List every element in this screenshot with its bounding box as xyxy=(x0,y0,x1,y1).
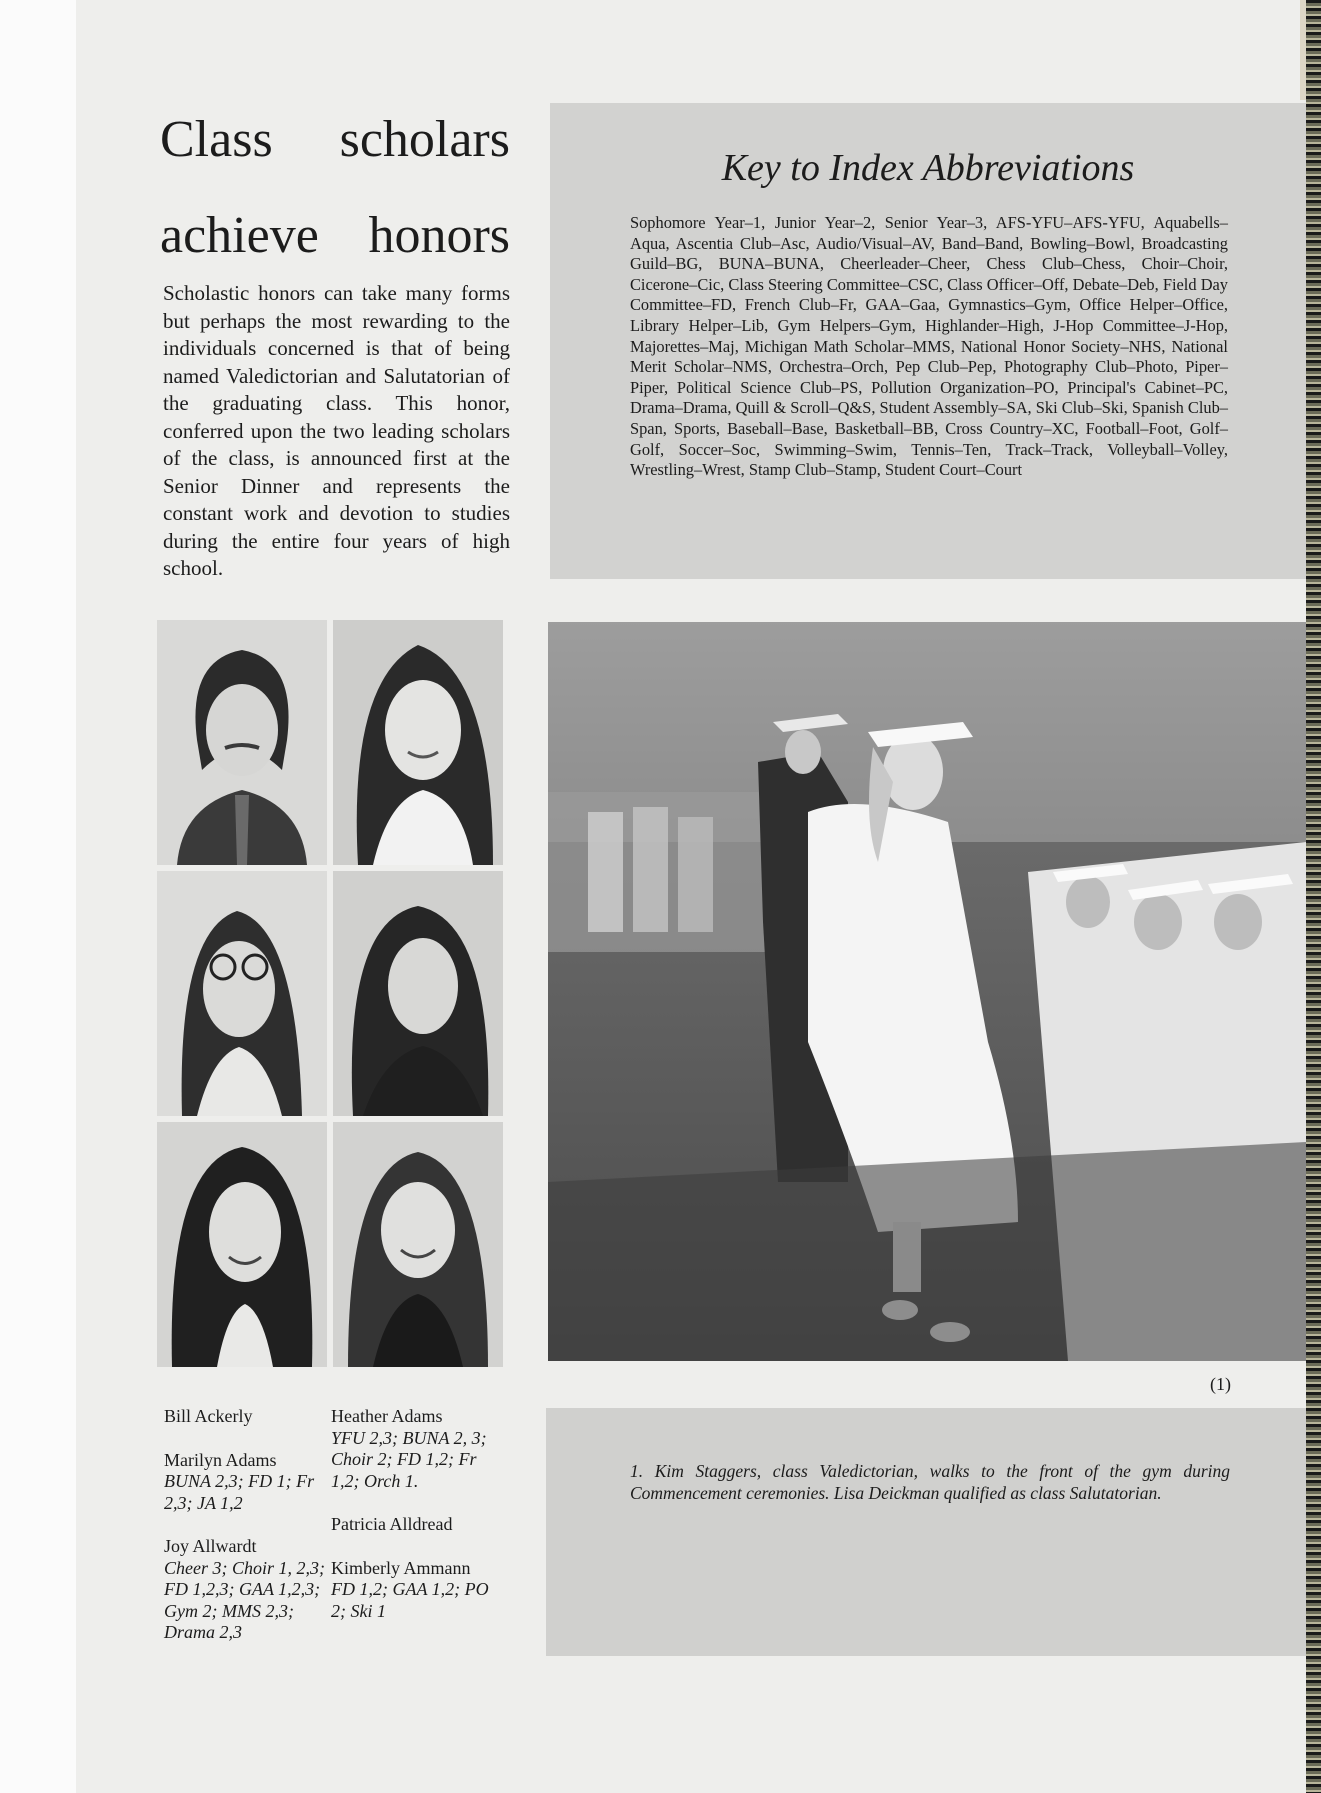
portrait-photo xyxy=(333,871,503,1116)
scan-left-margin xyxy=(0,0,76,1793)
student-activities: Cheer 3; Choir 1, 2,3; FD 1,2,3; GAA 1,2,3; Gym 2; MMS 2,3; Drama 2,3 xyxy=(164,1557,325,1642)
portrait-image xyxy=(157,1122,327,1367)
name-entry xyxy=(331,1514,503,1536)
portrait-image xyxy=(333,871,503,1116)
portrait-photo xyxy=(333,1122,503,1367)
student-activities: BUNA 2,3; FD 1; Fr 2,3; JA 1,2 xyxy=(164,1471,315,1513)
name-entry xyxy=(164,1536,334,1644)
portrait-photo xyxy=(157,620,327,865)
portrait-photo xyxy=(157,871,327,1116)
portrait-image xyxy=(333,1122,503,1367)
student-activities: FD 1,2; GAA 1,2; PO 2; Ski 1 xyxy=(331,1579,489,1621)
headline-line-2: achieve honors xyxy=(160,207,510,264)
student-name: Patricia Alldread xyxy=(331,1514,453,1534)
name-entry xyxy=(164,1406,334,1428)
names-column-right xyxy=(331,1406,503,1644)
portrait-grid xyxy=(157,620,504,1369)
name-entry xyxy=(164,1450,334,1515)
name-entry xyxy=(331,1406,503,1492)
page-headline xyxy=(160,92,510,284)
portrait-photo xyxy=(333,620,503,865)
student-activities: YFU 2,3; BUNA 2, 3; Choir 2; FD 1,2; Fr 1,2; Orch 1. xyxy=(331,1427,487,1491)
student-name: Heather Adams xyxy=(331,1406,443,1426)
commencement-image xyxy=(548,622,1306,1361)
student-name: Bill Ackerly xyxy=(164,1406,253,1426)
intro-paragraph: Scholastic honors can take many forms but perhaps the most rewarding to the individuals concerned is that of being named Valedictorian and Salutatorian of the graduating class. This honor, conferred upon the two leading scholars of the class, is announced first at the Senior Dinner and represents the constant work and devotion to studies during the entire four years of high school. xyxy=(163,281,510,580)
photo-number: (1) xyxy=(1210,1374,1231,1394)
student-name: Marilyn Adams xyxy=(164,1449,277,1470)
headline-line-1: Class scholars xyxy=(160,111,510,168)
names-column-left xyxy=(164,1406,334,1666)
portrait-image xyxy=(333,620,503,865)
student-name: Kimberly Ammann xyxy=(331,1557,471,1578)
binding-edge xyxy=(1306,0,1321,1793)
caption-box xyxy=(546,1408,1306,1656)
photo-caption: 1. Kim Staggers, class Valedictorian, walks to the front of the gym during Commencement ceremonies. Lisa Deickman qualified as class Salutatorian. xyxy=(630,1461,1230,1503)
portrait-image xyxy=(157,620,327,865)
commencement-photo xyxy=(548,622,1306,1361)
student-name: Joy Allwardt xyxy=(164,1536,257,1556)
key-abbreviations-text: Sophomore Year–1, Junior Year–2, Senior Year–3, AFS-YFU–AFS-YFU, Aquabells–Aqua, Ascentia Club–Asc, Audio/Visual–AV, Band–Band, Bowling–Bowl, Broadcasting Guild–BG, BUNA–BUNA, Cheerleader–Cheer, Chess Club–Chess, Choir–Choir, Cicerone–Cic, Class Steering Committee–CSC, Class Officer–Off, Debate–Deb, Field Day Committee–FD, French Club–Fr, GAA–Gaa, Gymnastics–Gym, Office Helper–Office, Library Helper–Lib, Gym Helpers–Gym, Highlander–High, J-Hop Committee–J-Hop, Majorettes–Maj, Michigan Math Scholar–MMS, National Honor Society–NHS, National Merit Scholar–NMS, Orchestra–Orch, Pep Club–Pep, Photography Club–Photo, Piper–Piper, Political Science Club–PS, Pollution Organization–PO, Principal's Cabinet–PC, Drama–Drama, Quill & Scroll–Q&S, Student Assembly–SA, Ski Club–Ski, Spanish Club–Span, Sports, Baseball–Base, Basketball–BB, Cross Country–XC, Football–Foot, Golf–Golf, Soccer–Soc, Swimming–Swim, Tennis–Ten, Track–Track, Volleyball–Volley, Wrestling–Wrest, Stamp Club–Stamp, Student Court–Court xyxy=(630,213,1228,480)
key-title: Key to Index Abbreviations xyxy=(721,147,1135,189)
portrait-photo xyxy=(157,1122,327,1367)
portrait-image xyxy=(157,871,327,1116)
name-entry xyxy=(331,1558,503,1623)
